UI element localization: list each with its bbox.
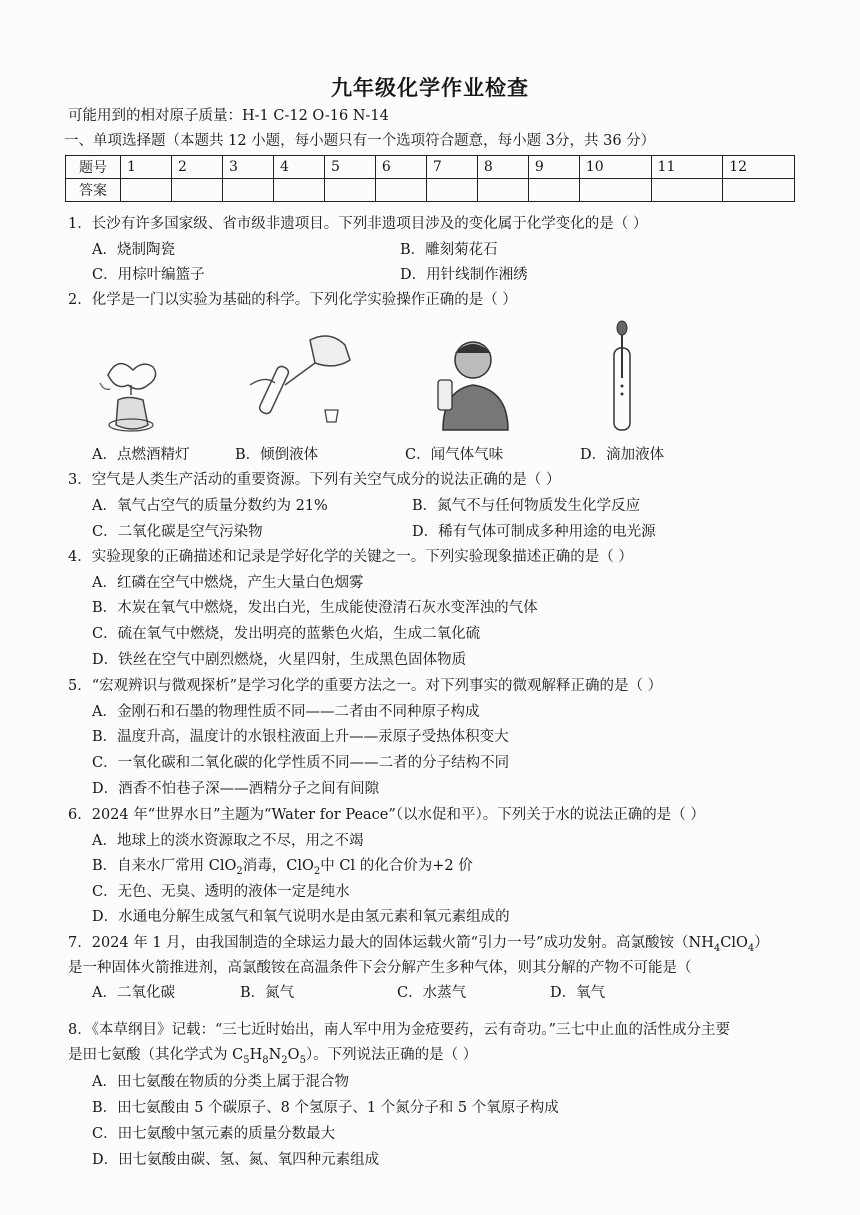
answer-cell[interactable] [651, 179, 723, 202]
answer-cell[interactable] [723, 179, 795, 202]
smelling-gas-figure [428, 335, 518, 435]
stem-text: ClO [720, 935, 748, 951]
stem-text: ）。下列说法正确的是（ ） [305, 1047, 478, 1063]
option-c[interactable]: C．水蒸气 [397, 985, 467, 1001]
option-a[interactable]: A．金刚石和石墨的物理性质不同——二者由不同种原子构成 [92, 704, 480, 720]
subscript: 5 [299, 1054, 306, 1066]
page-title: 九年级化学作业检查 [331, 75, 529, 100]
table-cell: 3 [222, 156, 273, 179]
answer-cell[interactable] [273, 179, 324, 202]
question-3-stem: 3．空气是人类生产活动的重要资源。下列有关空气成分的说法正确的是（ ） [68, 472, 561, 488]
answer-cell[interactable] [324, 179, 375, 202]
option-c[interactable]: C．一氧化碳和二氧化碳的化学性质不同——二者的分子结构不同 [92, 755, 510, 771]
answer-cell[interactable] [528, 179, 579, 202]
answer-cell[interactable] [222, 179, 273, 202]
section-heading: 一、单项选择题（本题共 12 小题，每小题只有一个选项符合题意，每小题 3分，共 36 分） [64, 133, 656, 149]
question-4-stem: 4．实验现象的正确描述和记录是学好化学的关键之一。下列实验现象描述正确的是（ ） [68, 549, 633, 565]
table-cell: 5 [324, 156, 375, 179]
option-d[interactable]: D．用针线制作湘绣 [400, 267, 528, 283]
answer-table [65, 155, 795, 202]
option-b[interactable] [92, 856, 473, 882]
answer-cell[interactable] [426, 179, 477, 202]
table-cell: 6 [375, 156, 426, 179]
question-2-stem: 2．化学是一门以实验为基础的科学。下列化学实验操作正确的是（ ） [68, 292, 517, 308]
question-8-stem: 8．《本草纲目》记载：“三七近时始出，南人军中用为金疮要药，云有奇功。”三七中止血的活性成分主要 [68, 1022, 731, 1038]
pouring-liquid-figure [230, 325, 360, 435]
option-d[interactable]: D．氧气 [550, 985, 606, 1001]
table-row-label: 题号 [66, 156, 121, 179]
subscript: 8 [262, 1054, 269, 1066]
option-a[interactable]: A．氧气占空气的质量分数约为 21% [92, 498, 328, 514]
question-7-stem [68, 933, 769, 959]
question-1-stem: 1．长沙有许多国家级、省市级非遗项目。下列非遗项目涉及的变化属于化学变化的是（ ） [68, 216, 648, 232]
question-6-stem: 6．2024 年“世界水日”主题为“Water for Peace”（以水促和平）。下列关于水的说法正确的是（ ） [68, 807, 705, 823]
stem-text: ） [754, 935, 769, 951]
option-a[interactable]: A．烧制陶瓷 [92, 242, 175, 258]
stem-text: 7．2024 年 1 月，由我国制造的全球运力最大的固体运载火箭“引力一号”成功发射。高氯酸铵（NH [68, 935, 714, 951]
table-cell: 12 [723, 156, 795, 179]
table-cell: 4 [273, 156, 324, 179]
option-d[interactable]: D．田七氨酸由碳、氢、氮、氧四种元素组成 [92, 1152, 380, 1168]
option-c[interactable]: C．二氧化碳是空气污染物 [92, 524, 263, 540]
option-b-text: 消毒，ClO [242, 858, 314, 874]
formula-element: O [287, 1047, 300, 1063]
option-a[interactable]: A．田七氨酸在物质的分类上属于混合物 [92, 1074, 349, 1090]
option-b[interactable]: B．氮气 [240, 985, 295, 1001]
option-b[interactable]: B．木炭在氧气中燃烧，发出白光，生成能使澄清石灰水变浑浊的气体 [92, 600, 538, 616]
option-c[interactable]: C．闻气体气味 [405, 447, 504, 463]
option-c[interactable]: C．硫在氧气中燃烧，发出明亮的蓝紫色火焰，生成二氧化硫 [92, 626, 481, 642]
option-b[interactable]: B．氮气不与任何物质发生化学反应 [412, 498, 641, 514]
alcohol-lamp-figure [88, 345, 178, 435]
option-a[interactable]: A．点燃酒精灯 [92, 447, 190, 463]
table-row-label: 答案 [66, 179, 121, 202]
formula-element: H [249, 1047, 263, 1063]
option-b[interactable]: B．田七氨酸由 5 个碳原子、8 个氢原子、1 个氮分子和 5 个氧原子构成 [92, 1100, 559, 1116]
answer-cell[interactable] [375, 179, 426, 202]
table-row [66, 179, 795, 202]
table-cell: 11 [651, 156, 723, 179]
subscript: 2 [281, 1054, 288, 1066]
subscript: 4 [713, 942, 721, 954]
question-7-stem-cont: 是一种固体火箭推进剂，高氯酸铵在高温条件下会分解产生多种气体，则其分解的产物不可能是（ [68, 960, 692, 976]
answer-cell[interactable] [477, 179, 528, 202]
table-cell: 1 [121, 156, 172, 179]
option-a[interactable]: A．红磷在空气中燃烧，产生大量白色烟雾 [92, 575, 364, 591]
atomic-mass-line: 可能用到的相对原子质量：H-1 C-12 O-16 N-14 [68, 108, 389, 124]
subscript: 2 [313, 865, 321, 877]
table-cell: 10 [579, 156, 651, 179]
subscript: 2 [236, 865, 243, 877]
option-b[interactable]: B．温度升高，温度计的水银柱液面上升——汞原子受热体积变大 [92, 729, 509, 745]
table-cell: 9 [528, 156, 579, 179]
option-b[interactable]: B．雕刻菊花石 [400, 242, 498, 258]
option-b[interactable]: B．倾倒液体 [235, 447, 319, 463]
option-d[interactable]: D．滴加液体 [580, 447, 665, 463]
question-8-stem-cont [68, 1045, 477, 1071]
option-c[interactable]: C．田七氨酸中氢元素的质量分数最大 [92, 1126, 336, 1142]
table-cell: 8 [477, 156, 528, 179]
answer-cell[interactable] [579, 179, 651, 202]
table-cell: 7 [426, 156, 477, 179]
answer-cell[interactable] [171, 179, 222, 202]
option-d[interactable]: D．铁丝在空气中剧烈燃烧，火星四射，生成黑色固体物质 [92, 652, 467, 668]
option-b-text: B．自来水厂常用 ClO [92, 858, 237, 874]
option-d[interactable]: D．酒香不怕巷子深——酒精分子之间有间隙 [92, 781, 380, 797]
option-a[interactable]: A．地球上的淡水资源取之不尽，用之不竭 [92, 833, 364, 849]
table-cell: 2 [171, 156, 222, 179]
option-c[interactable]: C．用棕叶编篮子 [92, 267, 205, 283]
formula-element: N [268, 1047, 282, 1063]
question-5-stem: 5．“宏观辨识与微观探析”是学习化学的重要方法之一。对下列事实的微观解释正确的是（ ） [68, 678, 663, 694]
option-d[interactable]: D．稀有气体可制成多种用途的电光源 [412, 524, 656, 540]
option-d[interactable]: D．水通电分解生成氢气和氧气说明水是由氢元素和氧元素组成的 [92, 909, 510, 925]
table-row [66, 156, 795, 179]
stem-text: 是田七氨酸（其化学式为 C [68, 1047, 244, 1063]
subscript: 4 [747, 942, 755, 954]
dropper-figure [595, 318, 650, 438]
option-c[interactable]: C．无色、无臭、透明的液体一定是纯水 [92, 884, 350, 900]
option-a[interactable]: A．二氧化碳 [92, 985, 175, 1001]
option-b-text: 中 Cl 的化合价为+2 价 [320, 858, 473, 874]
answer-cell[interactable] [121, 179, 172, 202]
subscript: 5 [243, 1054, 250, 1066]
